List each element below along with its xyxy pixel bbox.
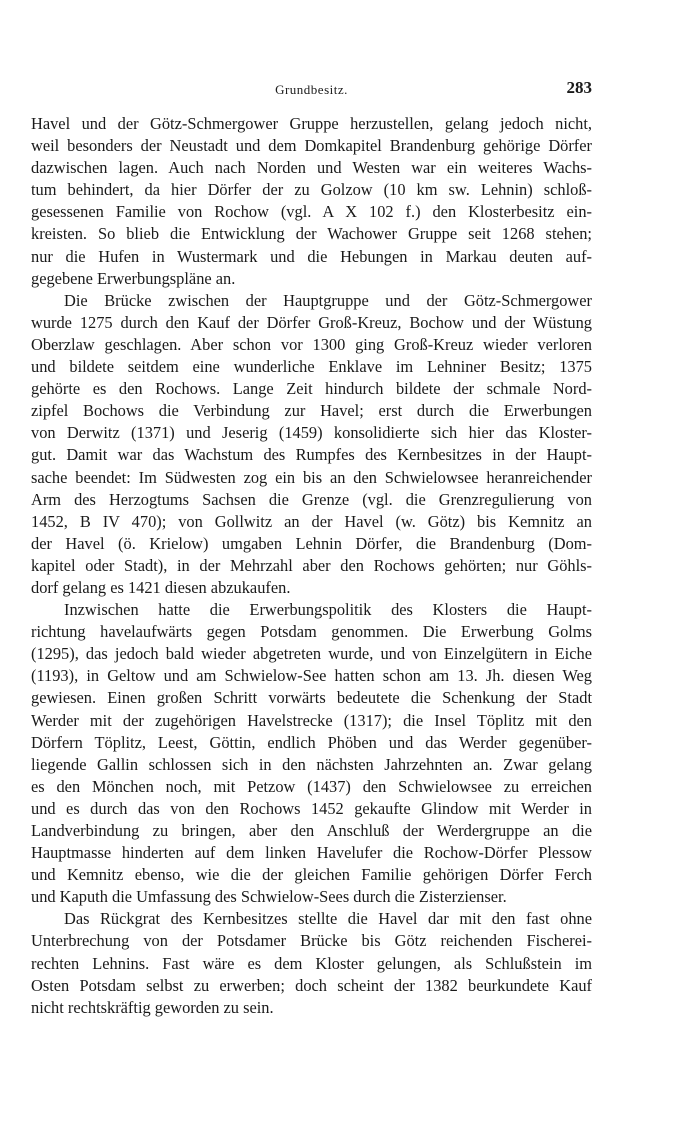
text-line: Dörfern Töplitz, Leest, Göttin, endlich Phöben und das Werder gegenüber-: [31, 732, 592, 752]
text-line: es den Mönchen noch, mit Petzow (1437) den Schwielowsee zu erreichen: [31, 776, 592, 796]
text-line: 1452, B IV 470); von Gollwitz an der Havel (w. Götz) bis Kemnitz an: [31, 511, 592, 531]
text-line: und es durch das von den Rochows 1452 gekaufte Glindow mit Werder in: [31, 798, 592, 818]
text-line: weil besonders der Neustadt und dem Domkapitel Brandenburg gehörige Dörfer: [31, 136, 592, 156]
text-line: Hauptmasse hinderten auf dem linken Havelufer die Rochow-Dörfer Plessow: [31, 843, 592, 863]
text-line: gegebene Erwerbungspläne an.: [31, 268, 236, 288]
text-line: und Kaputh die Umfassung des Schwielow-Sees durch die Zisterzienser.: [31, 887, 507, 907]
paragraph: [31, 290, 592, 599]
page-number: 283: [566, 78, 592, 97]
text-line: Osten Potsdam selbst zu erwerben; doch scheint der 1382 beurkundete Kauf: [31, 975, 592, 995]
paragraph: [31, 599, 592, 908]
text-line: nur die Hufen in Wustermark und die Hebungen in Markau deuten auf-: [31, 246, 592, 266]
text-line: gesessenen Familie von Rochow (vgl. A X 102 f.) den Klosterbesitz ein-: [31, 202, 592, 222]
text-line: und Kemnitz ebenso, wie die der gleichen Familie gehörigen Dörfer Ferch: [31, 865, 592, 885]
text-line: wurde 1275 durch den Kauf der Dörfer Groß-Kreuz, Bochow und der Wüstung: [31, 312, 592, 332]
text-line: nicht rechtskräftig geworden zu sein.: [31, 997, 274, 1017]
text-line: sache beendet: Im Südwesten zog ein bis an den Schwielowsee heranreichender: [31, 467, 592, 487]
text-line: und bildete seitdem eine wunderliche Enklave im Lehniner Besitz; 1375: [31, 357, 592, 377]
text-line: der Havel (ö. Krielow) umgaben Lehnin Dörfer, die Brandenburg (Dom-: [31, 533, 592, 553]
running-header: [31, 78, 592, 100]
text-line: liegende Gallin schlossen sich in den nächsten Jahrzehnten an. Zwar gelang: [31, 754, 592, 774]
text-line: dorf gelang es 1421 diesen abzukaufen.: [31, 577, 291, 597]
text-line: rechten Lehnins. Fast wäre es dem Kloster gelungen, als Schlußstein im: [31, 953, 592, 973]
running-title: Grundbesitz.: [275, 82, 348, 97]
text-line: Landverbindung zu bringen, aber den Anschluß der Werdergruppe an die: [31, 821, 592, 840]
text-line: (1193), in Geltow und am Schwielow-See hatten schon am 13. Jh. diesen Weg: [31, 666, 592, 686]
text-line: tum behindert, da hier Dörfer der zu Golzow (10 km sw. Lehnin) schloß-: [31, 180, 592, 200]
text-line: Inzwischen hatte die Erwerbungspolitik des Klosters die Haupt-: [64, 600, 592, 620]
body-text: [31, 113, 592, 1019]
text-line: gut. Damit war das Wachstum des Rumpfes des Kernbesitzes in der Haupt-: [31, 445, 592, 465]
text-line: kreisten. So blieb die Entwicklung der Wachower Gruppe seit 1268 stehen;: [31, 224, 592, 244]
paragraph: [31, 113, 592, 290]
text-line: richtung havelaufwärts gegen Potsdam genommen. Die Erwerbung Golms: [31, 622, 592, 642]
text-line: kapitel oder Stadt), in der Mehrzahl aber den Rochows gehörten; nur Göhls-: [31, 555, 592, 575]
text-line: Werder mit der zugehörigen Havelstrecke (1317); die Insel Töplitz mit den: [31, 710, 592, 730]
text-line: dazwischen lagen. Auch nach Norden und Westen war ein weiteres Wachs-: [31, 158, 592, 178]
text-line: Havel und der Götz-Schmergower Gruppe herzustellen, gelang jedoch nicht,: [31, 114, 592, 133]
text-line: Das Rückgrat des Kernbesitzes stellte die Havel dar mit den fast ohne: [64, 909, 592, 929]
text-line: gewiesen. Einen großen Schritt vorwärts bedeutete die Schenkung der Stadt: [31, 688, 592, 708]
text-line: gehörte es den Rochows. Lange Zeit hindurch bildete der schmale Nord-: [31, 379, 592, 399]
text-line: von Derwitz (1371) und Jeserig (1459) konsolidierte sich hier das Kloster-: [31, 423, 592, 443]
text-line: Die Brücke zwischen der Hauptgruppe und der Götz-Schmergower: [64, 290, 592, 310]
text-line: (1295), das jedoch bald wieder abgetreten wurde, und von Einzelgütern in Eiche: [31, 644, 592, 664]
text-line: Arm des Herzogtums Sachsen die Grenze (vgl. die Grenzregulierung von: [31, 489, 592, 509]
text-line: Unterbrechung von der Potsdamer Brücke bis Götz reichenden Fischerei-: [31, 931, 592, 951]
text-line: Oberzlaw geschlagen. Aber schon vor 1300 ging Groß-Kreuz wieder verloren: [31, 334, 592, 354]
text-line: zipfel Bochows die Verbindung zur Havel; erst durch die Erwerbungen: [31, 401, 592, 421]
paragraph: [31, 908, 592, 1018]
